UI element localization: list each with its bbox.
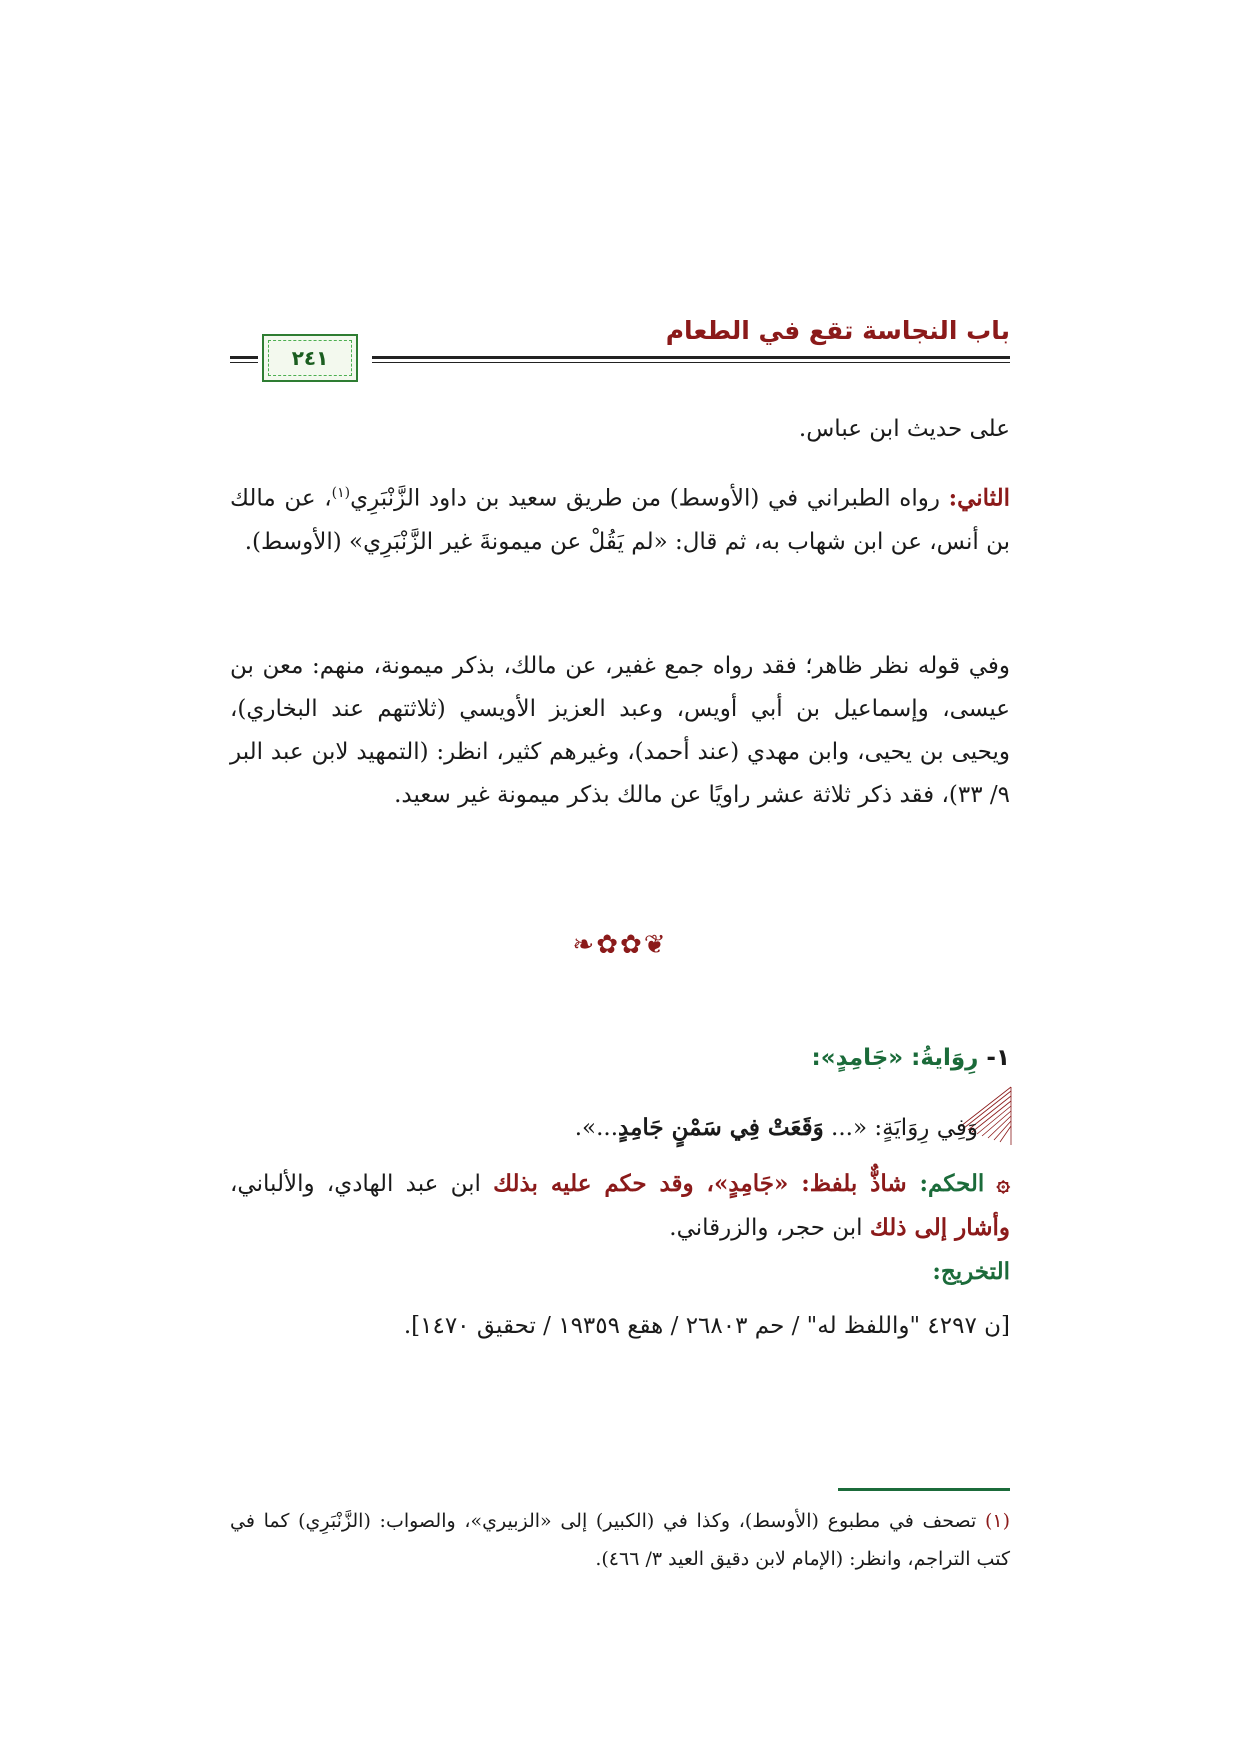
- ruling-t4: ابن عبد الهادي، والألباني،: [230, 1171, 494, 1197]
- takhrij-references: [ن ٤٢٩٧ "واللفظ له" / حم ٢٦٨٠٣ / هقع ١٩٣٥٩ / تحقيق ١٤٧٠].: [403, 1313, 1010, 1339]
- header-rule: [372, 356, 1010, 359]
- ruling-t3: ، وقد حكم عليه بذلك: [493, 1170, 714, 1197]
- page-number: ٢٤١: [291, 346, 329, 370]
- p2-text: رواه الطبراني في (الأوسط) من طريق سعيد بن داود الزَّنْبَرِي: [350, 485, 949, 512]
- header-rule-left-thin: [230, 362, 258, 363]
- footnote: [230, 1502, 1010, 1578]
- header-rule-left: [230, 356, 258, 359]
- section-number: ١-: [986, 1045, 1010, 1071]
- section-heading: [812, 1045, 1010, 1071]
- header-rule-thin: [372, 362, 1010, 363]
- ruling-icon: ۞: [996, 1170, 1010, 1197]
- page-number-box: [262, 334, 358, 382]
- quote-suffix: ...».: [574, 1115, 619, 1141]
- ruling-t5: وأشار إلى ذلك: [869, 1214, 1010, 1241]
- footnote-number: (١): [984, 1510, 1010, 1532]
- footnote-ref[interactable]: (١): [331, 485, 351, 501]
- ruling-t6: ابن حجر، والزرقاني.: [669, 1215, 870, 1241]
- footnote-rule: [838, 1488, 1010, 1491]
- takhrij-label-line: [230, 1250, 1010, 1294]
- quote-prefix: وَفِي رِوَايَةٍ: «...: [823, 1115, 978, 1141]
- section-title-text: رِوَايةُ: «جَامِدٍ»:: [811, 1045, 979, 1071]
- paragraph-1: على حديث ابن عباس.: [798, 416, 1010, 442]
- footnote-text: تصحف في مطبوع (الأوسط)، وكذا في (الكبير) إلى «الزبيري»، والصواب: (الزَّنْبَرِي) كما في كتب التراجم، وانظر: (الإمام لابن دقيق العيد ٣/ ٤٦٦).: [230, 1510, 1010, 1570]
- section-divider-ornament: ❦✿✿❧: [572, 930, 668, 960]
- quote-bold: وَقَعَتْ فِي سَمْنٍ جَامِدٍ: [618, 1114, 824, 1141]
- hadith-quote: [575, 1108, 978, 1148]
- ruling-t1: شاذٌّ بلفظ:: [788, 1170, 920, 1197]
- ruling-paragraph: [230, 1162, 1010, 1250]
- label-second: الثاني:: [948, 484, 1010, 512]
- p2-text-2: ، عن مالك بن أنس، عن ابن شهاب به، ثم قال: «لم يَقُلْ عن ميمونةَ غير الزَّنْبَرِي» (الأوسط).: [230, 485, 1010, 555]
- takhrij-label: التخريج:: [932, 1258, 1010, 1285]
- ruling-label: الحكم:: [919, 1170, 985, 1197]
- ruling-t2: «جَامِدٍ»: [713, 1170, 789, 1197]
- paragraph-3: وفي قوله نظر ظاهر؛ فقد رواه جمع غفير، عن مالك، بذكر ميمونة، منهم: معن بن عيسى، وإسماعيل بن أبي أويس، وعبد العزيز الأويسي (ثلاثتهم عند البخاري)، ويحيى بن يحيى، وابن مهدي (عند أحمد)، وغيرهم كثير، انظر: (التمهيد لابن عبد البر ٩/ ٣٣)، فقد ذكر ثلاثة عشر راويًا عن مالك بذكر ميمونة غير سعيد.: [230, 653, 1010, 808]
- paragraph-2: [230, 472, 1010, 564]
- chapter-title: باب النجاسة تقع في الطعام: [665, 316, 1010, 345]
